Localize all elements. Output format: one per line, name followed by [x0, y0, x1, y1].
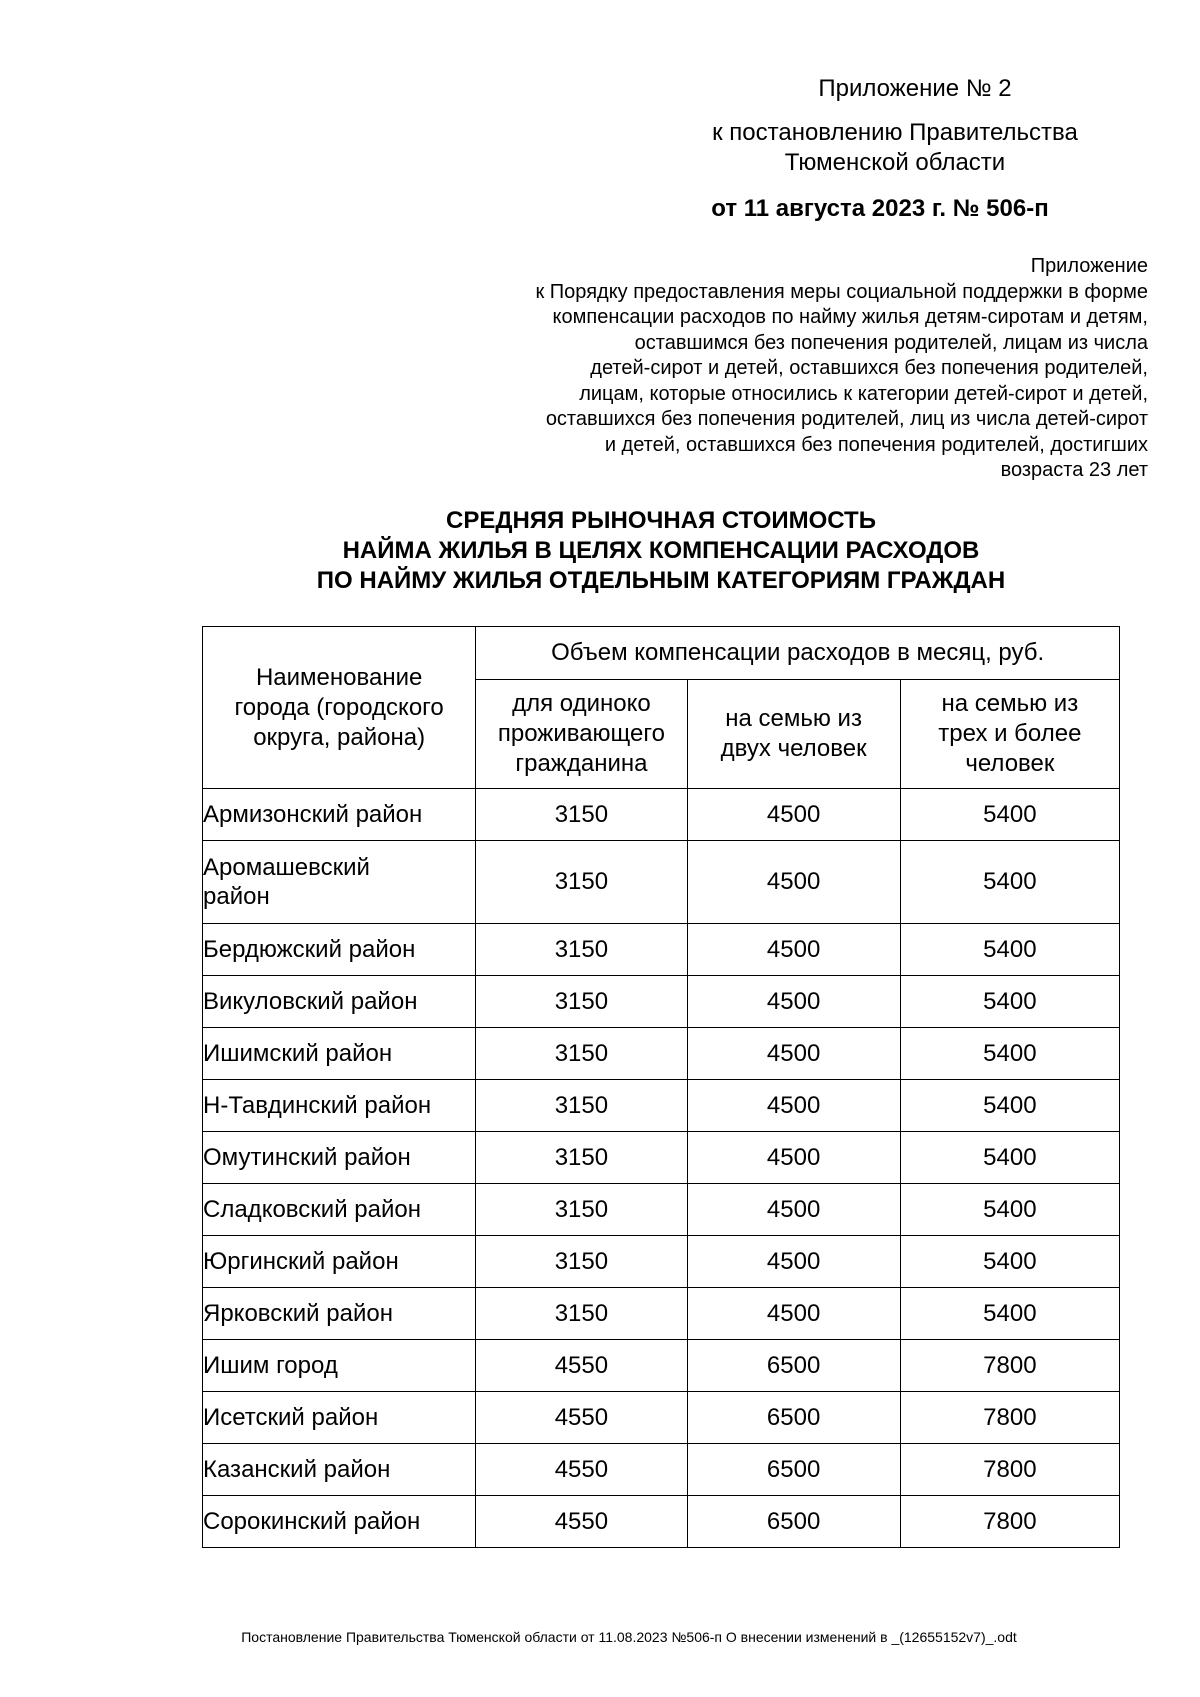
table-row: [203, 924, 1120, 976]
district-name-cell: Ишимский район: [203, 1028, 476, 1080]
amount-cell-two: 4500: [687, 1236, 900, 1288]
amount-cell-three: 5400: [900, 841, 1119, 924]
table-row: [203, 1236, 1120, 1288]
amount-cell-two: 4500: [687, 1288, 900, 1340]
appendix-header: [660, 72, 1130, 224]
amount-cell-three: 5400: [900, 976, 1119, 1028]
amount-cell-single: 4550: [476, 1340, 687, 1392]
amount-cell-two: 4500: [687, 924, 900, 976]
compensation-table: [202, 626, 1120, 1548]
resolution-date-number: от 11 августа 2023 г. № 506-п: [711, 195, 1049, 222]
annex-line: Приложение: [1030, 255, 1148, 277]
district-name-cell: Омутинский район: [203, 1132, 476, 1184]
amount-cell-single: 3150: [476, 924, 687, 976]
district-name-cell: Сладковский район: [203, 1184, 476, 1236]
table-row: [203, 1444, 1120, 1496]
amount-cell-single: 3150: [476, 1132, 687, 1184]
district-name-cell: Армизонский район: [203, 789, 476, 841]
district-name-cell: Н-Тавдинский район: [203, 1080, 476, 1132]
table-row: [203, 1132, 1120, 1184]
district-name-cell: Сорокинский район: [203, 1496, 476, 1548]
annex-line: оставшимся без попечения родителей, лицам из числа: [634, 331, 1148, 354]
table-row: [203, 1184, 1120, 1236]
column-header-two: на семью из двух человек: [687, 680, 900, 789]
district-name-cell: Аромашевский район: [203, 841, 476, 924]
table-row: [203, 841, 1120, 924]
district-name-cell: Бердюжский район: [203, 924, 476, 976]
table-row: [203, 1496, 1120, 1548]
table-row: [203, 1340, 1120, 1392]
annex-line: детей-сирот и детей, оставшихся без попечения родителей,: [590, 357, 1148, 379]
annex-line: оставшихся без попечения родителей, лиц из числа детей-сирот: [545, 408, 1148, 430]
amount-cell-two: 4500: [687, 1132, 900, 1184]
district-name-cell: Казанский район: [203, 1444, 476, 1496]
amount-cell-two: 4500: [687, 1028, 900, 1080]
amount-cell-two: 4500: [687, 976, 900, 1028]
district-name-cell: Викуловский район: [203, 976, 476, 1028]
column-group-header: Объем компенсации расходов в месяц, руб.: [476, 627, 1120, 680]
amount-cell-two: 6500: [687, 1340, 900, 1392]
table-row: [203, 976, 1120, 1028]
amount-cell-three: 5400: [900, 1028, 1119, 1080]
amount-cell-three: 5400: [900, 924, 1119, 976]
amount-cell-three: 5400: [900, 789, 1119, 841]
district-name-cell: Исетский район: [203, 1392, 476, 1444]
title-line: ПО НАЙМУ ЖИЛЬЯ ОТДЕЛЬНЫМ КАТЕГОРИЯМ ГРАЖДАН: [316, 567, 1006, 594]
amount-cell-three: 7800: [900, 1340, 1119, 1392]
amount-cell-single: 4550: [476, 1392, 687, 1444]
amount-cell-two: 4500: [687, 1184, 900, 1236]
column-header-single: для одиноко проживающего гражданина: [476, 680, 687, 789]
amount-cell-two: 4500: [687, 789, 900, 841]
amount-cell-three: 7800: [900, 1392, 1119, 1444]
amount-cell-two: 6500: [687, 1444, 900, 1496]
resolution-line-1: к постановлению Правительства: [712, 119, 1078, 146]
amount-cell-three: 5400: [900, 1184, 1119, 1236]
annex-reference: [428, 254, 1148, 484]
amount-cell-three: 5400: [900, 1236, 1119, 1288]
district-name-cell: Юргинский район: [203, 1236, 476, 1288]
resolution-line-2: Тюменской области: [784, 149, 1006, 176]
title-line: НАЙМА ЖИЛЬЯ В ЦЕЛЯХ КОМПЕНСАЦИИ РАСХОДОВ: [342, 537, 980, 564]
footer-filename: Постановление Правительства Тюменской области от 11.08.2023 №506-п О внесении изменений в _(12655152v7)_.odt: [241, 1629, 1017, 1645]
appendix-number: Приложение № 2: [818, 75, 1012, 102]
table-body: [203, 789, 1120, 1548]
amount-cell-single: 4550: [476, 1496, 687, 1548]
amount-cell-single: 3150: [476, 1080, 687, 1132]
title-line: СРЕДНЯЯ РЫНОЧНАЯ СТОИМОСТЬ: [446, 507, 876, 534]
table-row: [203, 1392, 1120, 1444]
amount-cell-two: 4500: [687, 841, 900, 924]
amount-cell-single: 3150: [476, 1288, 687, 1340]
table-row: [203, 1288, 1120, 1340]
amount-cell-three: 5400: [900, 1080, 1119, 1132]
amount-cell-single: 3150: [476, 1028, 687, 1080]
column-header-name: Наименование города (городского округа, района): [203, 627, 476, 789]
column-header-three: на семью из трех и более человек: [900, 680, 1119, 789]
annex-line: компенсации расходов по найму жилья детям-сиротам и детям,: [552, 306, 1148, 328]
annex-line: лицам, которые относились к категории детей-сирот и детей,: [579, 382, 1148, 405]
district-name-cell: Ишим город: [203, 1340, 476, 1392]
amount-cell-single: 3150: [476, 789, 687, 841]
table-row: [203, 1080, 1120, 1132]
amount-cell-three: 7800: [900, 1444, 1119, 1496]
amount-cell-single: 3150: [476, 976, 687, 1028]
district-name-cell: Ярковский район: [203, 1288, 476, 1340]
amount-cell-three: 5400: [900, 1288, 1119, 1340]
table-row: [203, 1028, 1120, 1080]
amount-cell-single: 3150: [476, 1184, 687, 1236]
table-row: [203, 789, 1120, 841]
amount-cell-single: 4550: [476, 1444, 687, 1496]
document-title: [0, 506, 1200, 596]
amount-cell-two: 6500: [687, 1392, 900, 1444]
amount-cell-two: 6500: [687, 1496, 900, 1548]
amount-cell-two: 4500: [687, 1080, 900, 1132]
amount-cell-three: 7800: [900, 1496, 1119, 1548]
amount-cell-single: 3150: [476, 841, 687, 924]
amount-cell-single: 3150: [476, 1236, 687, 1288]
amount-cell-three: 5400: [900, 1132, 1119, 1184]
annex-line: возраста 23 лет: [1000, 459, 1148, 481]
annex-line: и детей, оставшихся без попечения родителей, достигших: [604, 433, 1148, 456]
annex-line: к Порядку предоставления меры социальной поддержки в форме: [535, 280, 1148, 303]
